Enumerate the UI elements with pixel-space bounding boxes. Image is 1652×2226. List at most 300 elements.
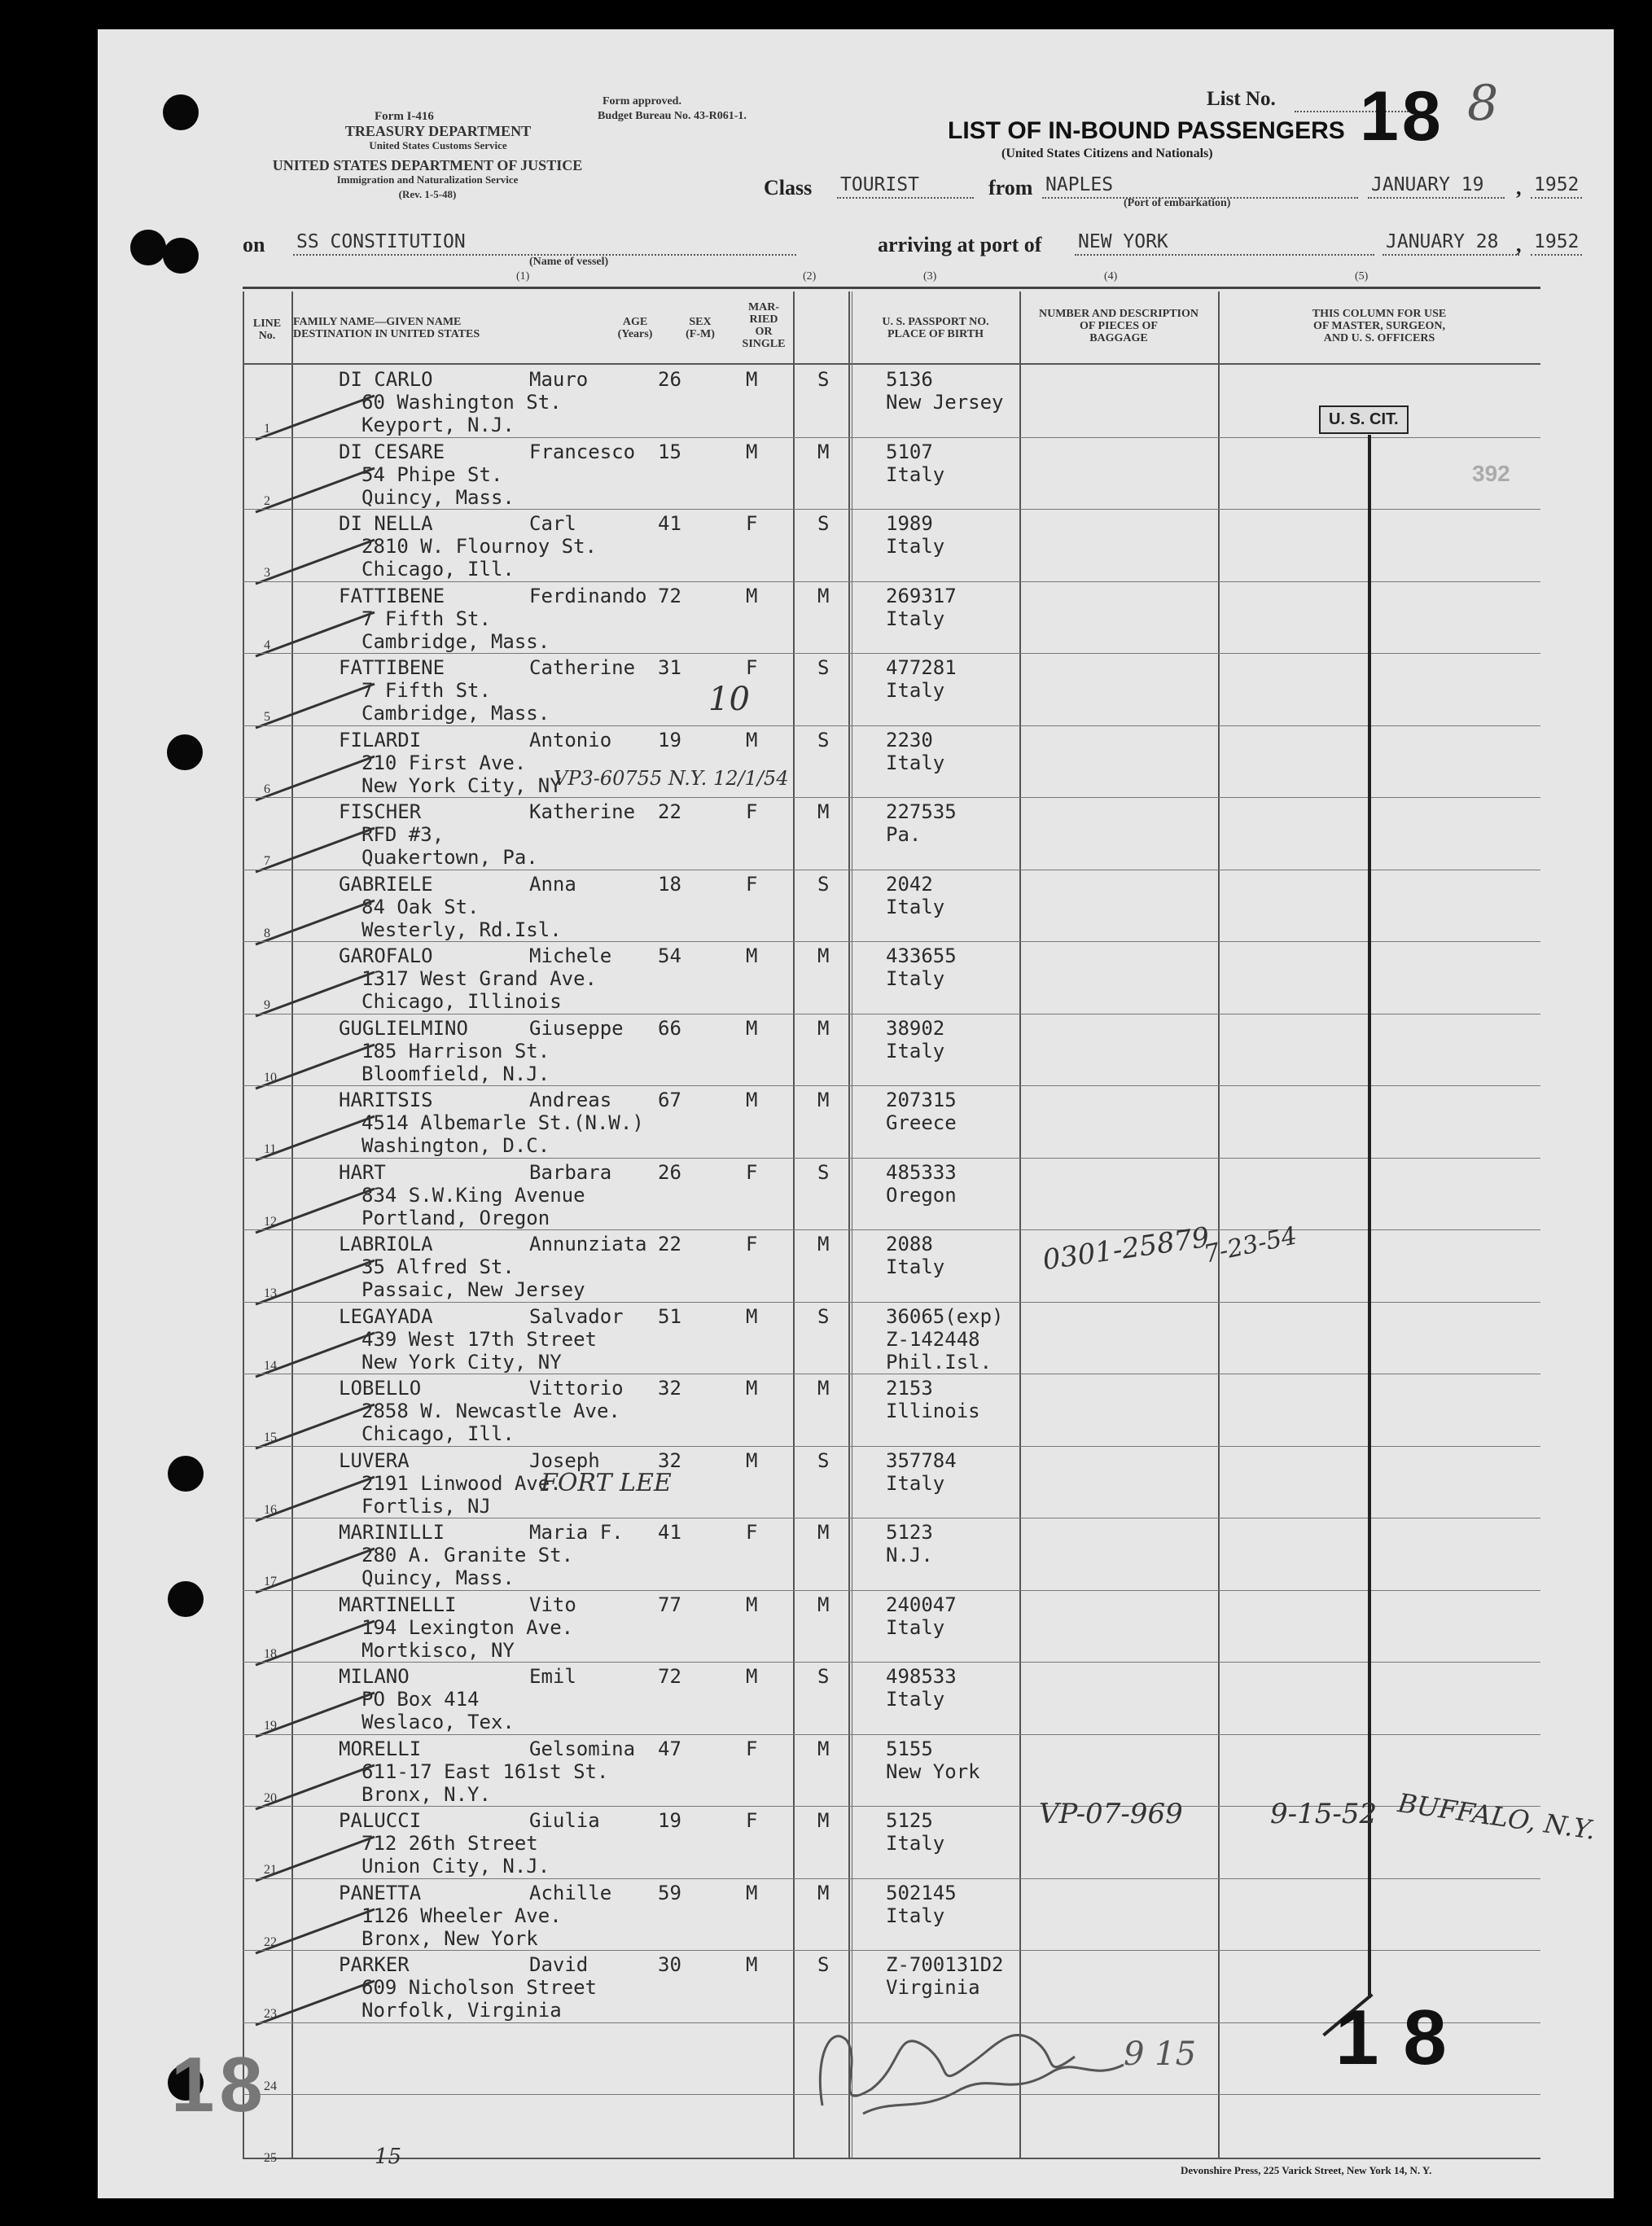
age: 41 xyxy=(658,1521,681,1544)
family-name: FISCHER xyxy=(339,800,422,823)
line-number: 4 xyxy=(264,638,270,652)
passport-no: 5136 xyxy=(886,368,933,391)
check-mark xyxy=(252,1398,399,1455)
line-number: 23 xyxy=(264,2007,277,2021)
line-number: 16 xyxy=(264,1502,277,1517)
row-divider xyxy=(243,581,1540,582)
age: 26 xyxy=(658,1160,681,1184)
check-mark xyxy=(252,462,399,519)
family-name: GABRIELE xyxy=(339,872,433,896)
check-mark xyxy=(252,1974,399,2031)
check-mark xyxy=(252,606,399,663)
sex: F xyxy=(746,1737,758,1760)
embark-note: (Port of embarkation) xyxy=(1124,197,1231,209)
budget-bureau: Budget Bureau No. 43-R061-1. xyxy=(598,110,747,122)
binder-hole xyxy=(163,238,199,274)
given-name: Vittorio xyxy=(529,1377,624,1400)
bottom-left-stamp: 18 xyxy=(171,2041,268,2128)
arrival-date: JANUARY 28 xyxy=(1383,231,1519,256)
marital-status: S xyxy=(817,368,830,391)
given-name: Gelsomina xyxy=(529,1737,636,1760)
line-number: 11 xyxy=(264,1142,277,1156)
check-mark xyxy=(252,1542,399,1599)
row-divider xyxy=(243,797,1540,798)
passport-no: 1989 xyxy=(886,512,933,535)
sex: M xyxy=(746,1881,758,1904)
address-line1: RFD #3, xyxy=(362,823,445,846)
given-name: Barbara xyxy=(529,1160,612,1184)
row-divider xyxy=(243,1158,1540,1159)
marital-status: M xyxy=(817,1809,830,1832)
place-of-birth: Greece xyxy=(886,1111,957,1134)
marital-status: M xyxy=(817,1521,830,1544)
family-name: MORELLI xyxy=(339,1737,422,1760)
col-number: (2) xyxy=(803,270,817,283)
given-name: Antonio xyxy=(529,728,612,751)
place-of-birth: Italy xyxy=(886,1471,945,1495)
list-subtitle: (United States Citizens and Nationals) xyxy=(1001,147,1213,160)
list-no-handwritten: 8 xyxy=(1467,75,1499,132)
family-name: FATTIBENE xyxy=(339,656,445,679)
place-of-birth: Italy xyxy=(886,1688,945,1711)
line-number: 20 xyxy=(264,1790,277,1805)
address-line2: New York City, NY xyxy=(362,1350,562,1374)
check-mark xyxy=(252,1038,399,1095)
age: 19 xyxy=(658,728,681,751)
column-divider xyxy=(1218,291,1220,2159)
header-officers: THIS COLUMN FOR USE OF MASTER, SURGEON, AND U. S. OFFICERS xyxy=(1312,308,1447,344)
passport-no: 2153 xyxy=(886,1377,933,1400)
address-line2: Cambridge, Mass. xyxy=(362,629,550,653)
marital-status: M xyxy=(817,1881,830,1904)
sex: M xyxy=(746,1593,758,1616)
ins-service: Immigration and Naturalization Service xyxy=(336,173,519,186)
check-mark xyxy=(252,1686,399,1743)
age: 41 xyxy=(658,512,681,535)
address-line2: New York City, NY xyxy=(362,773,562,797)
sex: F xyxy=(746,656,758,679)
buffalo-note: BUFFALO, N.Y. xyxy=(1396,1787,1597,1846)
form-approved: Form approved. xyxy=(603,95,681,107)
place-of-birth: Z-142448 xyxy=(886,1327,980,1351)
sex: F xyxy=(746,800,758,823)
row-divider xyxy=(243,509,1540,510)
header-rule xyxy=(243,363,1540,365)
marital-status: S xyxy=(817,872,830,896)
family-name: FILARDI xyxy=(339,728,422,751)
column-divider xyxy=(848,291,850,2159)
address-line2: Chicago, Ill. xyxy=(362,1422,515,1445)
place-of-birth: Italy xyxy=(886,895,945,918)
age: 26 xyxy=(658,368,681,391)
address-line1: 60 Washington St. xyxy=(362,391,562,414)
us-cit-stamp: U. S. CIT. xyxy=(1319,405,1409,434)
address-line1: 2191 Linwood Ave. xyxy=(362,1471,562,1495)
binder-hole xyxy=(168,1581,204,1617)
column-divider xyxy=(243,291,244,2159)
age: 54 xyxy=(658,944,681,967)
row-divider xyxy=(243,1662,1540,1663)
col-number: (4) xyxy=(1104,270,1118,283)
family-name: HARITSIS xyxy=(339,1089,433,1111)
place-of-birth: Italy xyxy=(886,679,945,702)
family-name: GAROFALO xyxy=(339,944,433,967)
arrival-year: 1952 xyxy=(1531,231,1582,256)
binder-hole xyxy=(167,734,203,770)
marital-status: M xyxy=(817,1593,830,1616)
sex: M xyxy=(746,1304,758,1328)
marital-status: M xyxy=(817,584,830,607)
check-mark xyxy=(252,1110,399,1167)
given-name: Annunziata xyxy=(529,1233,647,1255)
row-divider xyxy=(243,1085,1540,1086)
row-divider xyxy=(243,1950,1540,1951)
family-name: DI NELLA xyxy=(339,512,433,535)
place-of-birth-2: Phil.Isl. xyxy=(886,1350,993,1374)
treasury-dept: TREASURY DEPARTMENT xyxy=(344,123,532,139)
check-mark xyxy=(252,750,399,807)
passport-no: 433655 xyxy=(886,944,957,967)
passport-no: 2042 xyxy=(886,872,933,896)
check-mark xyxy=(252,966,399,1023)
given-name: Ferdinando xyxy=(529,584,647,607)
binder-hole xyxy=(130,230,166,265)
vp-note-row6: VP3-60755 N.Y. 12/1/54 xyxy=(554,767,789,790)
from-value: NAPLES xyxy=(1042,174,1358,199)
passport-no: 240047 xyxy=(886,1593,957,1616)
line-number: 12 xyxy=(264,1214,277,1229)
age: 77 xyxy=(658,1593,681,1616)
address-line1: 7 Fifth St. xyxy=(362,607,491,630)
check-mark xyxy=(252,1903,399,1960)
passport-no: 5125 xyxy=(886,1809,933,1832)
given-name: Salvador xyxy=(529,1304,624,1328)
age: 72 xyxy=(658,1665,681,1688)
sex: M xyxy=(746,1953,758,1976)
place-of-birth: Italy xyxy=(886,751,945,774)
age: 66 xyxy=(658,1016,681,1040)
age: 51 xyxy=(658,1304,681,1328)
passport-no: 498533 xyxy=(886,1665,957,1688)
family-name: FATTIBENE xyxy=(339,584,445,607)
check-mark xyxy=(252,1326,399,1383)
given-name: Catherine xyxy=(529,656,636,679)
place-of-birth: Italy xyxy=(886,1832,945,1855)
given-name: Michele xyxy=(529,944,612,967)
age: 22 xyxy=(658,800,681,823)
passport-no: 207315 xyxy=(886,1089,957,1111)
place-of-birth: Oregon xyxy=(886,1183,957,1207)
customs-service: United States Customs Service xyxy=(369,139,507,151)
age: 32 xyxy=(658,1377,681,1400)
col-number: (3) xyxy=(923,270,937,283)
line-number: 24 xyxy=(264,2079,277,2093)
arrival-comma: , xyxy=(1516,233,1522,256)
address-line2: Union City, N.J. xyxy=(362,1855,550,1878)
embark-year: 1952 xyxy=(1531,174,1582,199)
line-number: 22 xyxy=(264,1935,277,1949)
line-number: 13 xyxy=(264,1286,277,1300)
row-divider xyxy=(243,1590,1540,1591)
check-mark xyxy=(252,1470,399,1527)
binder-hole xyxy=(168,1456,204,1492)
age: 18 xyxy=(658,872,681,896)
place-of-birth: Illinois xyxy=(886,1400,980,1422)
passport-no: 5107 xyxy=(886,440,933,463)
passport-no: Z-700131D2 xyxy=(886,1953,1004,1976)
age: 31 xyxy=(658,656,681,679)
sex: F xyxy=(746,1809,758,1832)
age: 32 xyxy=(658,1448,681,1472)
check-mark xyxy=(252,822,399,879)
address-line2: Quincy, Mass. xyxy=(362,1567,515,1589)
marital-status: M xyxy=(817,1737,830,1760)
age: 47 xyxy=(658,1737,681,1760)
address-line1: 280 A. Granite St. xyxy=(362,1544,574,1567)
sex: M xyxy=(746,1377,758,1400)
given-name: Francesco xyxy=(529,440,636,463)
passport-no: 357784 xyxy=(886,1448,957,1472)
family-name: MILANO xyxy=(339,1665,410,1688)
marital-status: S xyxy=(817,1448,830,1472)
marital-status: S xyxy=(817,1665,830,1688)
vessel-name: SS CONSTITUTION xyxy=(293,231,796,256)
line-number: 6 xyxy=(264,782,270,796)
marital-status: S xyxy=(817,1953,830,1976)
column-divider xyxy=(1019,291,1021,2159)
place-of-birth: Pa. xyxy=(886,823,922,846)
sex: F xyxy=(746,1233,758,1255)
sex: M xyxy=(746,1089,758,1111)
line-number: 1 xyxy=(264,422,270,436)
check-mark xyxy=(252,533,399,590)
passport-no: 5123 xyxy=(886,1521,933,1544)
passport-no: 502145 xyxy=(886,1881,957,1904)
place-of-birth: Italy xyxy=(886,1904,945,1927)
row-divider xyxy=(243,1446,1540,1447)
place-of-birth: Italy xyxy=(886,967,945,990)
line-number: 9 xyxy=(264,998,270,1012)
marital-status: S xyxy=(817,656,830,679)
header-age: AGE (Years) xyxy=(617,316,653,340)
check-mark xyxy=(252,389,399,446)
given-name: Maria F. xyxy=(529,1521,624,1544)
vp-note-row21: VP-07-969 xyxy=(1039,1798,1183,1830)
place-of-birth: Italy xyxy=(886,1039,945,1063)
marital-status: S xyxy=(817,728,830,751)
from-label: from xyxy=(988,176,1033,199)
check-mark xyxy=(252,677,399,734)
date-row13: 7-23-54 xyxy=(1201,1221,1300,1269)
check-mark xyxy=(252,1254,399,1311)
place-of-birth: New Jersey xyxy=(886,391,1004,414)
passport-no: 485333 xyxy=(886,1160,957,1184)
age: 15 xyxy=(658,440,681,463)
list-no-label: List No. xyxy=(1207,88,1276,110)
age: 30 xyxy=(658,1953,681,1976)
address-line1: 609 Nicholson Street xyxy=(362,1976,597,1999)
family-name: PALUCCI xyxy=(339,1809,422,1832)
row-divider xyxy=(243,1734,1540,1735)
date-row21: 9-15-52 xyxy=(1270,1798,1378,1830)
address-line2: Keyport, N.J. xyxy=(362,414,515,436)
row-divider xyxy=(243,1229,1540,1230)
passport-no: 2088 xyxy=(886,1233,933,1255)
address-line1: 7 Fifth St. xyxy=(362,679,491,702)
row-divider xyxy=(243,725,1540,726)
class-label: Class xyxy=(764,176,813,199)
address-line1: 834 S.W.King Avenue xyxy=(362,1183,585,1207)
marital-status: M xyxy=(817,944,830,967)
given-name: Achille xyxy=(529,1881,612,1904)
check-mark xyxy=(252,1759,399,1816)
binder-hole xyxy=(163,94,199,130)
marital-status: S xyxy=(817,1304,830,1328)
header-name: FAMILY NAME—GIVEN NAME DESTINATION IN UNITED STATES xyxy=(293,316,480,340)
passport-no: 269317 xyxy=(886,584,957,607)
sex: M xyxy=(746,1016,758,1040)
family-name: GUGLIELMINO xyxy=(339,1016,468,1040)
age: 59 xyxy=(658,1881,681,1904)
sex: F xyxy=(746,872,758,896)
check-mark xyxy=(252,894,399,951)
line-number: 17 xyxy=(264,1575,277,1588)
passport-no: 227535 xyxy=(886,800,957,823)
address-line1: 2858 W. Newcastle Ave. xyxy=(362,1400,620,1422)
header-married: MAR- RIED OR SINGLE xyxy=(742,301,786,350)
embark-date: JANUARY 19 xyxy=(1368,174,1505,199)
marital-status: M xyxy=(817,1377,830,1400)
address-line1: 185 Harrison St. xyxy=(362,1039,550,1063)
address-line2: Westerly, Rd.Isl. xyxy=(362,918,562,941)
arrival-port: NEW YORK xyxy=(1075,231,1374,256)
officer-bracket-line xyxy=(1368,435,1371,1998)
family-name: LUVERA xyxy=(339,1448,410,1472)
scribble-15: 15 xyxy=(375,2145,402,2169)
address-line1: PO Box 414 xyxy=(362,1688,480,1711)
passport-no: 38902 xyxy=(886,1016,945,1040)
header-passport: U. S. PASSPORT NO. PLACE OF BIRTH xyxy=(882,316,989,340)
fort-lee-note: FORT LEE xyxy=(541,1469,672,1497)
justice-dept: UNITED STATES DEPARTMENT OF JUSTICE xyxy=(272,157,583,173)
row-divider xyxy=(243,437,1540,438)
passport-no: 2230 xyxy=(886,728,933,751)
col-number: (5) xyxy=(1355,270,1369,283)
line-number: 19 xyxy=(264,1719,277,1733)
address-line2: Chicago, Illinois xyxy=(362,990,562,1013)
line-number: 21 xyxy=(264,1863,277,1877)
marital-status: M xyxy=(817,1016,830,1040)
check-mark xyxy=(252,1615,399,1672)
header-baggage: NUMBER AND DESCRIPTION OF PIECES OF BAGGAGE xyxy=(1038,308,1199,344)
number-392: 392 xyxy=(1472,461,1510,486)
line-number: 8 xyxy=(264,926,270,940)
address-line2: Cambridge, Mass. xyxy=(362,702,550,725)
address-line2: Quincy, Mass. xyxy=(362,485,515,509)
sex: F xyxy=(746,1521,758,1544)
sex: M xyxy=(746,584,758,607)
address-line2: Chicago, Ill. xyxy=(362,558,515,581)
header-line-no: LINE No. xyxy=(252,318,282,342)
family-name: MARTINELLI xyxy=(339,1593,457,1616)
address-line2: Mortkisco, NY xyxy=(362,1638,515,1662)
place-of-birth: Italy xyxy=(886,607,945,630)
line-number: 7 xyxy=(264,854,270,868)
embark-comma: , xyxy=(1516,176,1522,199)
family-name: LOBELLO xyxy=(339,1377,422,1400)
sex: M xyxy=(746,944,758,967)
class-value: TOURIST xyxy=(837,174,974,199)
column-divider xyxy=(793,291,795,2159)
given-name: Mauro xyxy=(529,368,589,391)
family-name: PARKER xyxy=(339,1953,410,1976)
check-mark xyxy=(252,1830,399,1887)
marital-status: S xyxy=(817,1160,830,1184)
line-number: 15 xyxy=(264,1431,277,1444)
address-line1: 35 Alfred St. xyxy=(362,1255,515,1278)
passport-no: 36065(exp) xyxy=(886,1304,1004,1328)
vessel-note: (Name of vessel) xyxy=(529,256,609,268)
address-line2: Fortlis, NJ xyxy=(362,1494,491,1518)
passport-no: 477281 xyxy=(886,656,957,679)
family-name: PANETTA xyxy=(339,1881,422,1904)
address-line1: 84 Oak St. xyxy=(362,895,480,918)
address-line2: Bronx, New York xyxy=(362,1926,538,1950)
bottom-right-stamp: 18 xyxy=(1335,1994,1471,2081)
family-name: LEGAYADA xyxy=(339,1304,433,1328)
marital-status: M xyxy=(817,440,830,463)
address-line2: Bronx, N.Y. xyxy=(362,1782,491,1806)
sex: M xyxy=(746,728,758,751)
sex: M xyxy=(746,1448,758,1472)
on-label: on xyxy=(243,233,265,256)
list-title: LIST OF IN-BOUND PASSENGERS xyxy=(948,117,1345,144)
arriving-label: arriving at port of xyxy=(878,233,1042,256)
row-divider xyxy=(243,1302,1540,1303)
address-line2: Weslaco, Tex. xyxy=(362,1711,515,1733)
address-line1: 210 First Ave. xyxy=(362,751,527,774)
age: 67 xyxy=(658,1089,681,1111)
given-name: Giuseppe xyxy=(529,1016,624,1040)
form-revision: (Rev. 1-5-48) xyxy=(398,188,457,200)
check-mark xyxy=(252,1182,399,1239)
svg-text:9 15: 9 15 xyxy=(1124,2035,1197,2073)
address-line2: Portland, Oregon xyxy=(362,1206,550,1229)
place-of-birth: New York xyxy=(886,1759,980,1783)
age: 72 xyxy=(658,584,681,607)
address-line1: 611-17 East 161st St. xyxy=(362,1759,609,1783)
marital-status: S xyxy=(817,512,830,535)
place-of-birth: Italy xyxy=(886,462,945,486)
address-line2: Quakertown, Pa. xyxy=(362,846,538,869)
address-line1: 712 26th Street xyxy=(362,1832,538,1855)
marital-status: M xyxy=(817,800,830,823)
family-name: HART xyxy=(339,1160,386,1184)
given-name: Giulia xyxy=(529,1809,600,1832)
address-line1: 4514 Albemarle St.(N.W.) xyxy=(362,1111,644,1134)
list-no-stamp: 18 xyxy=(1360,77,1444,156)
line-number: 25 xyxy=(264,2151,277,2165)
address-line2: Norfolk, Virginia xyxy=(362,1999,562,2022)
marital-status: M xyxy=(817,1089,830,1111)
address-line1: 194 Lexington Ave. xyxy=(362,1615,574,1639)
given-name: Katherine xyxy=(529,800,636,823)
line-number: 3 xyxy=(264,566,270,580)
family-name: MARINILLI xyxy=(339,1521,445,1544)
address-line1: 1317 West Grand Ave. xyxy=(362,967,597,990)
place-of-birth: Italy xyxy=(886,1615,945,1639)
given-name: Vito xyxy=(529,1593,576,1616)
